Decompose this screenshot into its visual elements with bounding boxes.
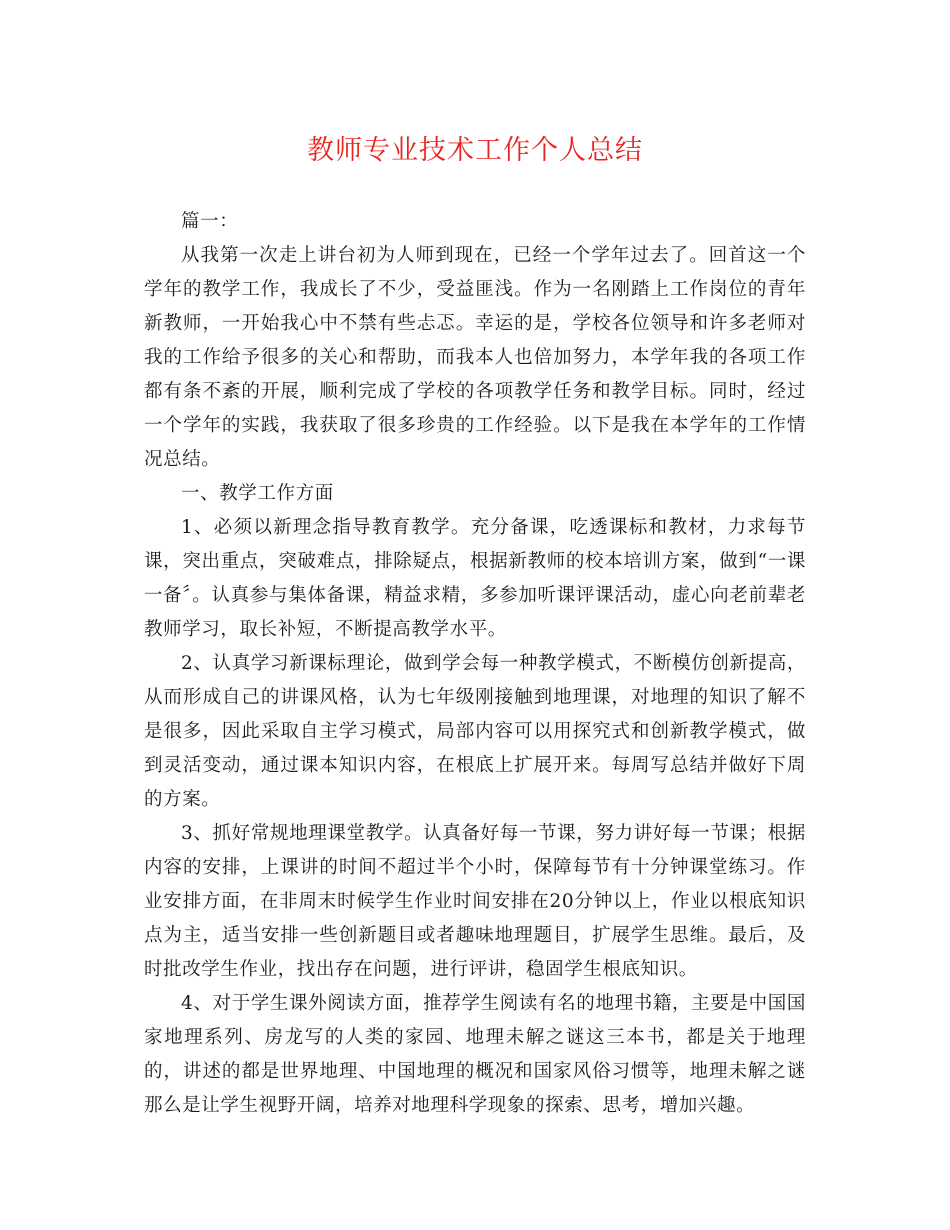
paragraph-item-3: 3、抓好常规地理课堂教学。认真备好每一节课，努力讲好每一节课；根据内容的安排，上课讲的时间不超过半个小时，保障每节有十分钟课堂练习。作业安排方面，在非周末时候学生作业时间安排在20分钟以上，作业以根底知识点为主，适当安排一些创新题目或者趣味地理题目，扩展学生思维。最后，及时批改学生作业，找出存在问题，进行评讲，稳固学生根底知识。: [144, 823, 806, 980]
paragraph-item-4: 4、对于学生课外阅读方面，推荐学生阅读有名的地理书籍，主要是中国国家地理系列、房龙写的人类的家园、地理未解之谜这三本书，都是关于地理的，讲述的都是世界地理、中国地理的概况和国家风俗习惯等，地理未解之谜那么是让学生视野开阔，培养对地理科学现象的探索、思考，增加兴趣。: [144, 993, 806, 1116]
section-heading-teaching-work: 一、教学工作方面: [181, 483, 334, 504]
document-body: [144, 205, 806, 1123]
paragraph-item-1: 1、必须以新理念指导教育教学。充分备课，吃透课标和教材，力求每节课，突出重点，突破难点，排除疑点，根据新教师的校本培训方案，做到“一课一备〞。认真参与集体备课，精益求精，多参加听课评课活动，虚心向老前辈老教师学习，取长补短，不断提高教学水平。: [144, 517, 806, 640]
section-heading-part-one: 篇一：: [181, 211, 239, 232]
document-title: 教师专业技术工作个人总结: [307, 135, 643, 166]
paragraph-item-2: 2、认真学习新课标理论，做到学会每一种教学模式，不断模仿创新提高，从而形成自己的讲课风格，认为七年级刚接触到地理课，对地理的知识了解不是很多，因此采取自主学习模式，局部内容可以用探究式和创新教学模式，做到灵活变动，通过课本知识内容，在根底上扩展开来。每周写总结并做好下周的方案。: [144, 653, 806, 810]
intro-paragraph: 从我第一次走上讲台初为人师到现在，已经一个学年过去了。回首这一个学年的教学工作，我成长了不少，受益匪浅。作为一名刚踏上工作岗位的青年新教师，一开始我心中不禁有些忐忑。幸运的是，学校各位领导和许多老师对我的工作给予很多的关心和帮助，而我本人也倍加努力，本学年我的各项工作都有条不紊的开展，顺利完成了学校的各项教学任务和教学目标。同时，经过一个学年的实践，我获取了很多珍贵的工作经验。以下是我在本学年的工作情况总结。: [144, 245, 806, 470]
